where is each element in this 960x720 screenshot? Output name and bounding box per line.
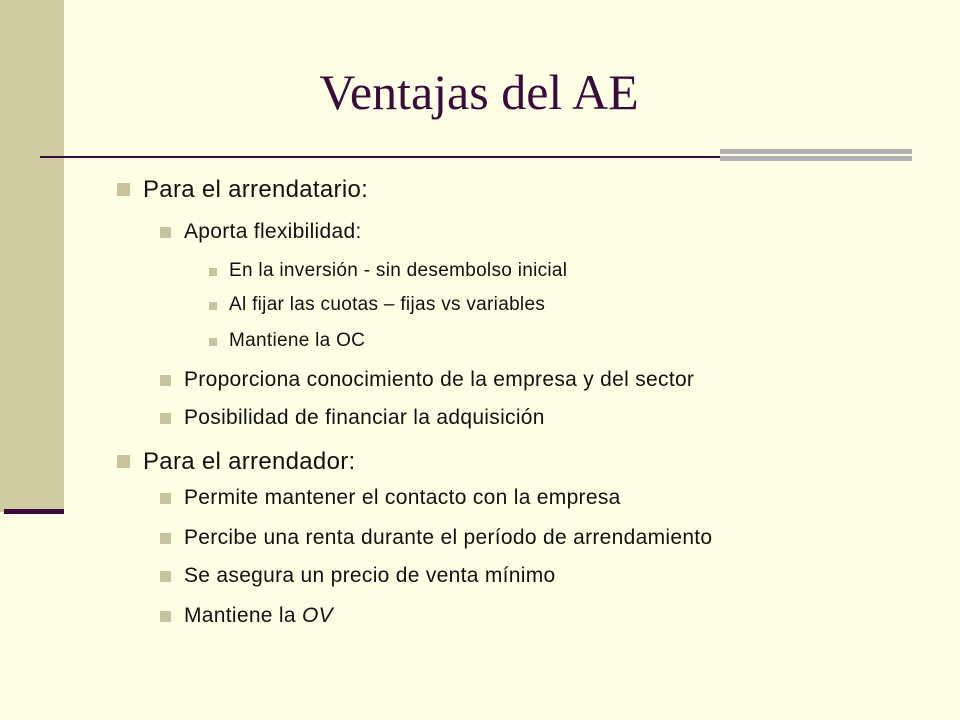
bullet-square-icon: [160, 493, 171, 504]
bullet-square-icon: [160, 227, 171, 238]
bullet-square-icon: [160, 611, 171, 622]
section-heading-arrendatario: [143, 176, 368, 204]
bullet-square-icon: [209, 302, 217, 310]
bullet-square-icon: [117, 455, 130, 468]
bullet-square-icon: [160, 571, 171, 582]
bullet-square-icon: [160, 533, 171, 544]
sub-list-item: [229, 294, 545, 316]
list-item: [184, 368, 694, 392]
list-item-text: Se asegura un precio de venta mínimo: [184, 564, 556, 587]
list-item: [184, 564, 556, 588]
list-item-text: Percibe una renta durante el período de arrendamiento: [184, 526, 713, 549]
list-item-text: Aporta flexibilidad:: [184, 220, 362, 243]
list-item-text: Proporciona conocimiento de la empresa y del sector: [184, 368, 695, 391]
list-item-italic-text: OV: [302, 604, 333, 627]
sub-list-item: [229, 260, 567, 282]
bullet-square-icon: [160, 375, 171, 386]
section-heading-arrendador: [143, 448, 356, 476]
bullet-square-icon: [160, 413, 171, 424]
bullet-square-icon: [209, 268, 217, 276]
list-item: [184, 486, 621, 510]
slide-title: Ventajas del AE: [319, 64, 639, 120]
sub-list-item-text: Mantiene la OC: [229, 330, 366, 351]
list-item-text: Mantiene la: [184, 604, 303, 627]
sub-list-item-text: Al fijar las cuotas – fijas vs variables: [229, 294, 546, 315]
list-item: [184, 604, 333, 628]
bullet-square-icon: [117, 183, 130, 196]
sub-list-item-text: En la inversión - sin desembolso inicial: [229, 260, 568, 281]
section-heading-text: Para el arrendatario:: [143, 176, 369, 203]
bullet-square-icon: [209, 338, 217, 346]
list-item: [184, 220, 362, 244]
list-item: [184, 526, 712, 550]
list-item: [184, 406, 545, 430]
list-item-text: Permite mantener el contacto con la empresa: [184, 486, 621, 509]
list-item-text: Posibilidad de financiar la adquisición: [184, 406, 545, 429]
section-heading-text: Para el arrendador:: [143, 448, 356, 475]
sub-list-item: [229, 330, 365, 352]
